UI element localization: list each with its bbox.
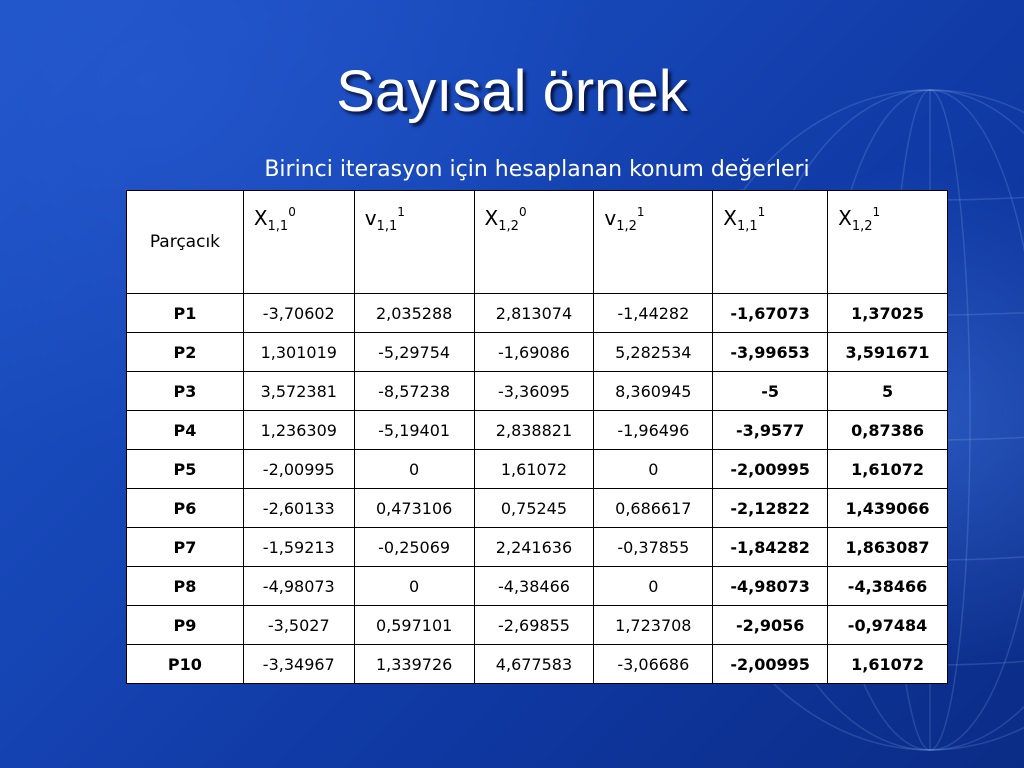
table-cell: -2,9056 — [713, 606, 828, 645]
table-cell: 1,439066 — [828, 489, 948, 528]
table-cell: 0 — [354, 567, 474, 606]
table-cell: -2,60133 — [243, 489, 354, 528]
table-cell: -1,96496 — [594, 411, 713, 450]
table-cell: -4,98073 — [713, 567, 828, 606]
table-cell: 8,360945 — [594, 372, 713, 411]
table-cell: 0,473106 — [354, 489, 474, 528]
table-header-row — [127, 191, 948, 294]
table-row — [127, 645, 948, 684]
table-cell: -4,38466 — [474, 567, 594, 606]
header-v12-1: $v_{1,2}^1$ — [594, 191, 713, 294]
table-cell: 1,723708 — [594, 606, 713, 645]
table-cell: 1,61072 — [828, 645, 948, 684]
table-cell: -5,19401 — [354, 411, 474, 450]
table-cell: 0,87386 — [828, 411, 948, 450]
table-cell: -2,00995 — [713, 645, 828, 684]
table-cell: -3,70602 — [243, 294, 354, 333]
table-row — [127, 411, 948, 450]
table-cell: -1,67073 — [713, 294, 828, 333]
header-x12-1: $X_{1,2}^1$ — [828, 191, 948, 294]
slide-title: Sayısal örnek — [336, 59, 688, 124]
table-cell: -0,25069 — [354, 528, 474, 567]
header-x12-0: $X_{1,2}^0$ — [474, 191, 594, 294]
table-row — [127, 606, 948, 645]
table-cell: -0,37855 — [594, 528, 713, 567]
table-cell: -2,00995 — [713, 450, 828, 489]
table-row — [127, 489, 948, 528]
table-cell: -4,38466 — [828, 567, 948, 606]
table-cell: -3,34967 — [243, 645, 354, 684]
table-cell: 1,37025 — [828, 294, 948, 333]
table-cell: 0,597101 — [354, 606, 474, 645]
particle-name: P1 — [127, 294, 244, 333]
header-x11-1: $X_{1,1}^1$ — [713, 191, 828, 294]
particle-name: P3 — [127, 372, 244, 411]
particle-name: P2 — [127, 333, 244, 372]
table-row — [127, 372, 948, 411]
table-cell: 0 — [354, 450, 474, 489]
particle-name: P7 — [127, 528, 244, 567]
table-row — [127, 567, 948, 606]
table-row — [127, 528, 948, 567]
table-cell: 5 — [828, 372, 948, 411]
slide-subtitle: Birinci iterasyon için hesaplanan konum değerleri — [264, 157, 810, 182]
table-cell: 5,282534 — [594, 333, 713, 372]
table-cell: -1,69086 — [474, 333, 594, 372]
table-cell: -2,69855 — [474, 606, 594, 645]
table-cell: 3,572381 — [243, 372, 354, 411]
table-cell: -2,12822 — [713, 489, 828, 528]
table-cell: 0 — [594, 567, 713, 606]
table-cell: -0,97484 — [828, 606, 948, 645]
table-cell: 2,035288 — [354, 294, 474, 333]
table-cell: -5 — [713, 372, 828, 411]
table-cell: 4,677583 — [474, 645, 594, 684]
particle-name: P5 — [127, 450, 244, 489]
particle-name: P8 — [127, 567, 244, 606]
table-cell: -1,44282 — [594, 294, 713, 333]
header-v11-1: $v_{1,1}^1$ — [354, 191, 474, 294]
table-cell: 0 — [594, 450, 713, 489]
table-cell: -1,84282 — [713, 528, 828, 567]
table-cell: -3,06686 — [594, 645, 713, 684]
table-cell: 2,838821 — [474, 411, 594, 450]
table-cell: 2,813074 — [474, 294, 594, 333]
table-cell: -3,9577 — [713, 411, 828, 450]
table-cell: -3,99653 — [713, 333, 828, 372]
table-cell: 1,61072 — [828, 450, 948, 489]
header-x11-0: $X_{1,1}^0$ — [243, 191, 354, 294]
position-values-table — [126, 190, 948, 684]
table-cell: -4,98073 — [243, 567, 354, 606]
table-cell: 2,241636 — [474, 528, 594, 567]
table-cell: -5,29754 — [354, 333, 474, 372]
table-cell: -1,59213 — [243, 528, 354, 567]
table-cell: 3,591671 — [828, 333, 948, 372]
table-row — [127, 333, 948, 372]
table-cell: 1,236309 — [243, 411, 354, 450]
table-cell: -3,5027 — [243, 606, 354, 645]
particle-name: P10 — [127, 645, 244, 684]
table-row — [127, 294, 948, 333]
table-cell: -8,57238 — [354, 372, 474, 411]
particle-name: P6 — [127, 489, 244, 528]
particle-name: P4 — [127, 411, 244, 450]
table-cell: 1,339726 — [354, 645, 474, 684]
table-cell: -3,36095 — [474, 372, 594, 411]
table-row — [127, 450, 948, 489]
particle-name: P9 — [127, 606, 244, 645]
table-cell: 0,686617 — [594, 489, 713, 528]
table-cell: 1,61072 — [474, 450, 594, 489]
table-cell: 1,863087 — [828, 528, 948, 567]
table-cell: 1,301019 — [243, 333, 354, 372]
table-cell: -2,00995 — [243, 450, 354, 489]
header-particle: Parçacık — [127, 191, 244, 294]
table-cell: 0,75245 — [474, 489, 594, 528]
